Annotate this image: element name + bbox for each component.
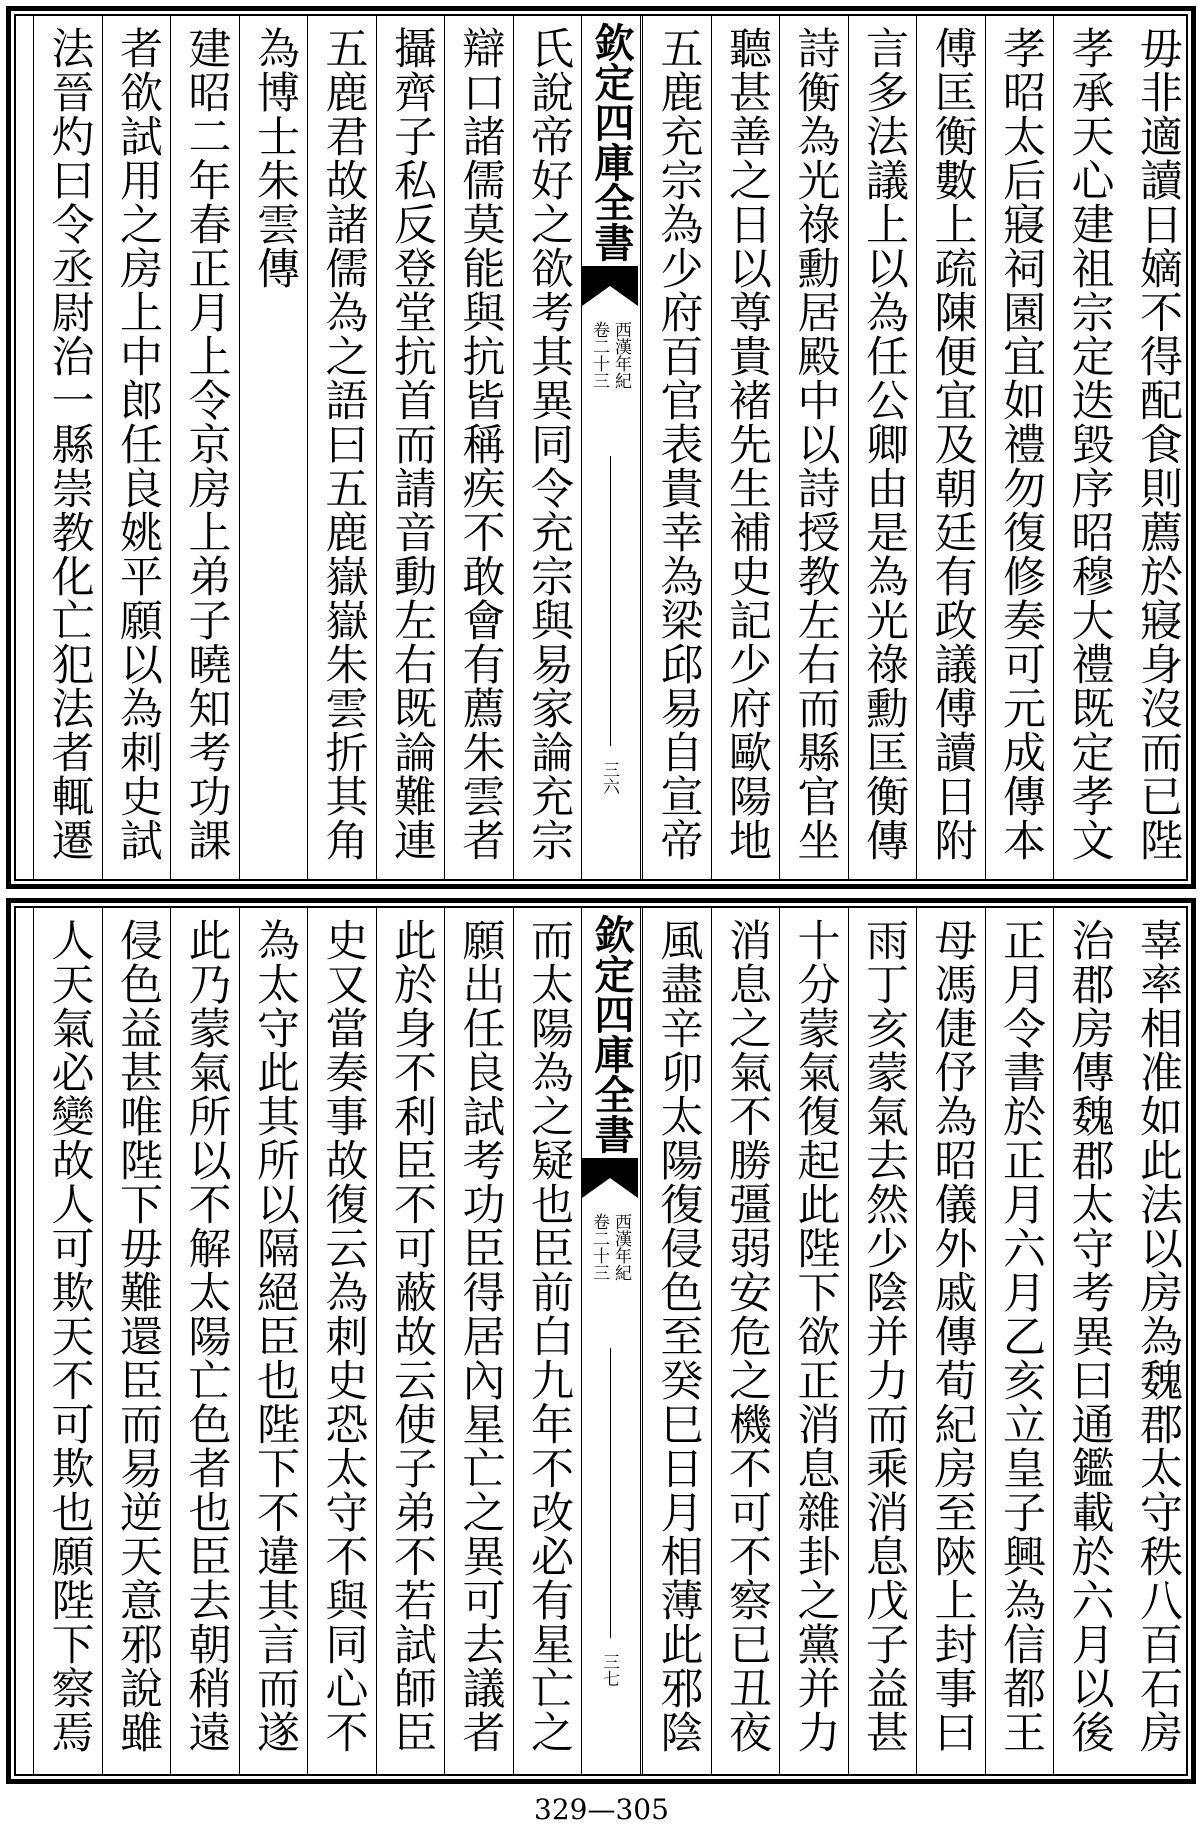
- gutter-book-title: 西漢年紀: [611, 321, 631, 389]
- text-column: 此於身不利臣不可蔽故云使子弟不若試師臣: [376, 908, 445, 1774]
- text-column: 十分蒙氣復起此陛下欲正消息雜卦之黨并力: [779, 908, 848, 1774]
- text-column: 為太守此其所以隔絕臣也陛下不違其言而遂: [239, 908, 308, 1774]
- text-column: 人天氣必變故人可欺天不可欺也願陛下察焉: [33, 908, 102, 1774]
- text-column: 侵色益甚唯陛下毋難還臣而易逆天意邪說雖: [102, 908, 171, 1774]
- text-column: 為博士朱雲傳: [239, 16, 308, 879]
- gutter-title: 欽定四庫全書: [588, 22, 635, 262]
- text-column: 消息之氣不勝彊弱安危之機不可不察已丑夜: [711, 908, 780, 1774]
- bottom-page-gutter: [581, 908, 641, 1774]
- top-page-gutter: [581, 16, 641, 879]
- text-column: 辜率相准如此法以房為魏郡太守秩八百石房: [1133, 918, 1183, 1754]
- text-column: 孝昭太后寢祠園宜如禮勿復修奏可元成傳本: [985, 16, 1054, 879]
- text-column: 者欲試用之房上中郎任良姚平願以為刺史試: [102, 16, 171, 879]
- gutter-volume: 卷二十三: [589, 1213, 609, 1281]
- text-column: 氏說帝好之欲考其異同令充宗與易家論充宗: [513, 16, 582, 879]
- text-column: 雨丁亥蒙氣去然少陰并力而乘消息戊子益甚: [848, 908, 917, 1774]
- text-column: 五鹿充宗為少府百官表貴幸為梁邱易自宣帝: [642, 16, 711, 879]
- text-column: 母馮倢伃為昭儀外戚傳荀紀房至陝上封事曰: [916, 908, 985, 1774]
- fish-tail-mark-icon: [582, 1158, 638, 1198]
- gutter-title: 欽定四庫全書: [588, 914, 635, 1154]
- text-column: 而太陽為之疑也臣前白九年不改必有星亡之: [513, 908, 582, 1774]
- page-footer-number: 329—305: [534, 1793, 669, 1826]
- text-column: 建昭二年春正月上令京房上弟子曉知考功課: [170, 16, 239, 879]
- text-column: 攝齊子私反登堂抗首而請音動左右既論難連: [376, 16, 445, 879]
- text-column: 五鹿君故諸儒為之語曰五鹿嶽嶽朱雲折其角: [307, 16, 376, 879]
- gutter-page-number: 三六: [599, 761, 619, 795]
- text-column: 言多法議上以為任公卿由是為光祿勳匡衡傳: [848, 16, 917, 879]
- gutter-book-title: 西漢年紀: [611, 1213, 631, 1281]
- text-column: 法晉灼曰令丞尉治一縣崇教化亡犯法者輒遷: [33, 16, 102, 879]
- text-column: 風盡辛卯太陽復侵色至癸巳日月相薄此邪陰: [642, 908, 711, 1774]
- gutter-rule: [610, 456, 611, 746]
- text-column: 願出任良試考功臣得居內星亡之異可去議者: [444, 908, 513, 1774]
- text-column: 詩衡為光祿勳居殿中以詩授教左右而縣官坐: [779, 16, 848, 879]
- text-column: 正月令書於正月六月乙亥立皇子興為信都王: [985, 908, 1054, 1774]
- text-column: 孝承天心建祖宗定迭毀序昭穆大禮既定孝文: [1053, 16, 1122, 879]
- bottom-page-text-area: [14, 906, 1188, 1776]
- text-column: 聽甚善之日以尊貴褚先生補史記少府歐陽地: [711, 16, 780, 879]
- text-column: 傅匡衡數上疏陳便宜及朝廷有政議傅讀日附: [916, 16, 985, 879]
- fish-tail-mark-icon: [582, 266, 638, 306]
- text-column: 辯口諸儒莫能與抗皆稱疾不敢會有薦朱雲者: [444, 16, 513, 879]
- text-column: 史又當奏事故復云為刺史恐太守不與同心不: [307, 908, 376, 1774]
- text-column: 治郡房傳魏郡太守考異曰通鑑載於六月以後: [1053, 908, 1122, 1774]
- text-column: 毋非適讀日嫡不得配食則薦於寢身沒而已陛: [1133, 26, 1183, 862]
- top-page-text-area: [14, 14, 1188, 881]
- bottom-page-frame: [6, 898, 1196, 1784]
- text-column: 此乃蒙氣所以不解太陽亡色者也臣去朝稍遠: [170, 908, 239, 1774]
- gutter-page-number: 三七: [599, 1653, 619, 1687]
- gutter-rule: [610, 1348, 611, 1638]
- top-page-frame: [6, 6, 1196, 889]
- gutter-volume: 卷二十三: [589, 321, 609, 389]
